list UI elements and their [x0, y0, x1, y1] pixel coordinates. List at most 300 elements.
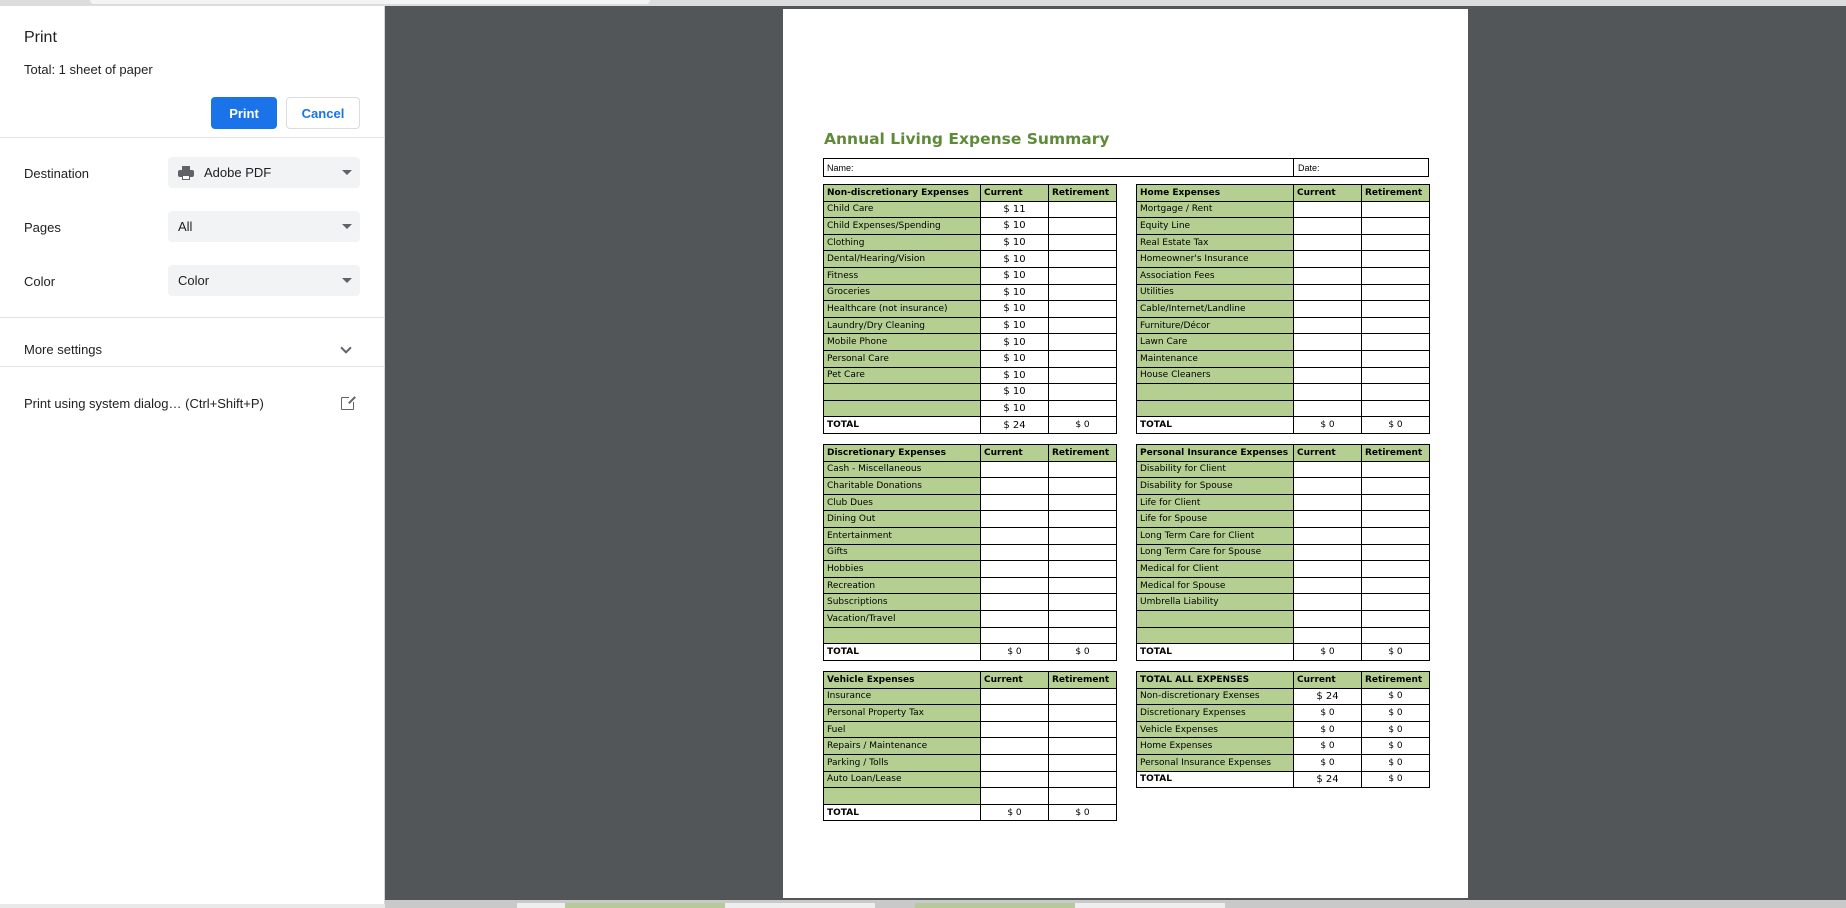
current-cell [1294, 284, 1362, 301]
retirement-cell [1049, 754, 1117, 771]
table-row [824, 721, 1117, 738]
color-value: Color [178, 273, 210, 288]
color-label: Color [24, 274, 56, 289]
current-cell: $ 10 [981, 334, 1049, 351]
table-row [1137, 738, 1430, 755]
retirement-cell [1049, 771, 1117, 788]
row-label: Gifts [824, 544, 981, 561]
retirement-cell [1362, 234, 1430, 251]
retirement-cell [1049, 301, 1117, 318]
table-row [1137, 251, 1430, 268]
total-label: TOTAL [824, 804, 981, 821]
row-label: Recreation [824, 577, 981, 594]
browser-tab-edge [90, 0, 650, 4]
retirement-cell [1362, 384, 1430, 401]
current-cell [1294, 201, 1362, 218]
current-cell [1294, 594, 1362, 611]
current-cell [981, 561, 1049, 578]
current-cell [1294, 267, 1362, 284]
row-label: Medical for Client [1137, 561, 1294, 578]
total-retirement: $ 0 [1049, 417, 1117, 434]
row-label: Personal Care [824, 350, 981, 367]
table-row [1137, 317, 1430, 334]
table-row [1137, 367, 1430, 384]
total-label: TOTAL [824, 644, 981, 661]
table-row [824, 494, 1117, 511]
table-row [824, 627, 1117, 644]
table-row [1137, 544, 1430, 561]
current-cell [1294, 627, 1362, 644]
row-label: Personal Property Tax [824, 705, 981, 722]
table-row [824, 301, 1117, 318]
current-cell [981, 610, 1049, 627]
retirement-cell: $ 0 [1362, 721, 1430, 738]
table-row [824, 561, 1117, 578]
total-label: TOTAL [1137, 417, 1294, 434]
row-label: Furniture/Décor [1137, 317, 1294, 334]
chevron-down-icon[interactable] [340, 342, 351, 353]
current-cell [981, 754, 1049, 771]
row-label: Auto Loan/Lease [824, 771, 981, 788]
retirement-cell [1049, 594, 1117, 611]
row-label: Lawn Care [1137, 334, 1294, 351]
retirement-cell [1049, 317, 1117, 334]
table-row [1137, 478, 1430, 495]
table-row [1137, 577, 1430, 594]
table-row [824, 527, 1117, 544]
column-retirement: Retirement [1362, 445, 1430, 462]
table-row [1137, 511, 1430, 528]
column-retirement: Retirement [1049, 185, 1117, 202]
row-label: Maintenance [1137, 350, 1294, 367]
table-row [824, 350, 1117, 367]
retirement-cell [1049, 705, 1117, 722]
current-cell [1294, 350, 1362, 367]
retirement-cell [1362, 301, 1430, 318]
row-label: Real Estate Tax [1137, 234, 1294, 251]
current-cell: $ 10 [981, 367, 1049, 384]
system-dialog-link[interactable]: Print using system dialog… (Ctrl+Shift+P) [24, 396, 264, 411]
row-label: Home Expenses [1137, 738, 1294, 755]
row-label: Cable/Internet/Landline [1137, 301, 1294, 318]
current-cell [1294, 561, 1362, 578]
retirement-cell [1049, 234, 1117, 251]
table-row [824, 334, 1117, 351]
row-label [824, 400, 981, 417]
pages-value: All [178, 219, 193, 234]
table-row [824, 688, 1117, 705]
current-cell [981, 594, 1049, 611]
table-row [1137, 284, 1430, 301]
column-current: Current [1294, 672, 1362, 689]
retirement-cell [1049, 527, 1117, 544]
current-cell: $ 0 [1294, 705, 1362, 722]
row-label: Child Care [824, 201, 981, 218]
table-row [1137, 400, 1430, 417]
retirement-cell [1362, 627, 1430, 644]
name-label: Name: [827, 163, 854, 173]
table-row [824, 317, 1117, 334]
current-cell [981, 511, 1049, 528]
retirement-cell [1362, 461, 1430, 478]
row-label [824, 627, 981, 644]
total-all-expenses-table [1136, 671, 1430, 788]
row-label: Mobile Phone [824, 334, 981, 351]
current-cell [1294, 478, 1362, 495]
table-row [824, 251, 1117, 268]
retirement-cell [1362, 511, 1430, 528]
table-row [824, 478, 1117, 495]
retirement-cell [1362, 527, 1430, 544]
row-label: Cash - Miscellaneous [824, 461, 981, 478]
table-row [1137, 754, 1430, 771]
current-cell: $ 0 [1294, 721, 1362, 738]
retirement-cell [1049, 577, 1117, 594]
retirement-cell [1362, 561, 1430, 578]
divider [0, 366, 385, 367]
row-label: Subscriptions [824, 594, 981, 611]
table-header-row [824, 445, 1117, 462]
table-row [824, 771, 1117, 788]
retirement-cell [1049, 218, 1117, 235]
current-cell [981, 771, 1049, 788]
row-label: Umbrella Liability [1137, 594, 1294, 611]
current-cell: $ 10 [981, 284, 1049, 301]
row-label: Healthcare (not insurance) [824, 301, 981, 318]
row-label: Fuel [824, 721, 981, 738]
color-select[interactable] [168, 265, 360, 296]
retirement-cell [1362, 544, 1430, 561]
column-current: Current [1294, 185, 1362, 202]
row-label [1137, 610, 1294, 627]
discretionary-expenses-table [823, 444, 1117, 661]
name-date-bar [823, 158, 1429, 177]
retirement-cell [1049, 334, 1117, 351]
current-cell [1294, 400, 1362, 417]
row-label: Discretionary Expenses [1137, 705, 1294, 722]
current-cell: $ 10 [981, 350, 1049, 367]
current-cell [981, 705, 1049, 722]
table-row [1137, 301, 1430, 318]
table-row [824, 218, 1117, 235]
total-retirement: $ 0 [1362, 644, 1430, 661]
table-row [1137, 688, 1430, 705]
table-header-row [1137, 185, 1430, 202]
row-label: Fitness [824, 267, 981, 284]
current-cell [981, 478, 1049, 495]
table-header-row [1137, 672, 1430, 689]
table-row [1137, 494, 1430, 511]
row-label: Association Fees [1137, 267, 1294, 284]
table-row [1137, 594, 1430, 611]
print-preview-area [385, 6, 1846, 904]
total-row [824, 417, 1117, 434]
retirement-cell [1049, 284, 1117, 301]
table-row [1137, 218, 1430, 235]
row-label: Laundry/Dry Cleaning [824, 317, 981, 334]
retirement-cell: $ 0 [1362, 705, 1430, 722]
row-label: Personal Insurance Expenses [1137, 754, 1294, 771]
dropdown-caret-icon [342, 170, 352, 175]
destination-select[interactable] [168, 157, 360, 188]
divider [0, 317, 385, 318]
row-label: Child Expenses/Spending [824, 218, 981, 235]
section-heading: Non-discretionary Expenses [824, 185, 981, 202]
destination-label: Destination [24, 166, 90, 181]
retirement-cell [1049, 494, 1117, 511]
current-cell [1294, 301, 1362, 318]
current-cell: $ 0 [1294, 738, 1362, 755]
table-row [1137, 334, 1430, 351]
total-retirement: $ 0 [1362, 417, 1430, 434]
row-label: Utilities [1137, 284, 1294, 301]
total-row [1137, 644, 1430, 661]
total-current: $ 24 [981, 417, 1049, 434]
current-cell [1294, 334, 1362, 351]
total-label: TOTAL [1137, 644, 1294, 661]
current-cell [981, 788, 1049, 805]
row-label [824, 384, 981, 401]
section-heading: Discretionary Expenses [824, 445, 981, 462]
table-row [824, 594, 1117, 611]
current-cell [981, 494, 1049, 511]
column-retirement: Retirement [1049, 672, 1117, 689]
retirement-cell [1049, 367, 1117, 384]
row-label: House Cleaners [1137, 367, 1294, 384]
total-retirement: $ 0 [1049, 804, 1117, 821]
current-cell [1294, 234, 1362, 251]
current-cell: $ 10 [981, 301, 1049, 318]
column-current: Current [981, 672, 1049, 689]
table-row [824, 577, 1117, 594]
current-cell [1294, 461, 1362, 478]
retirement-cell [1362, 317, 1430, 334]
total-current: $ 0 [981, 644, 1049, 661]
table-row [824, 234, 1117, 251]
table-row [1137, 527, 1430, 544]
retirement-cell [1049, 400, 1117, 417]
retirement-cell [1362, 610, 1430, 627]
divider [0, 137, 385, 138]
current-cell [981, 544, 1049, 561]
vehicle-expenses-table [823, 671, 1117, 821]
row-label: Non-discretionary Exenses [1137, 688, 1294, 705]
table-row [1137, 627, 1430, 644]
open-in-new-icon[interactable] [341, 397, 354, 410]
current-cell: $ 10 [981, 251, 1049, 268]
row-label: Clothing [824, 234, 981, 251]
table-row [824, 705, 1117, 722]
current-cell: $ 10 [981, 317, 1049, 334]
printer-icon [178, 166, 194, 180]
date-label: Date: [1298, 163, 1320, 173]
current-cell: $ 10 [981, 400, 1049, 417]
row-label: Vehicle Expenses [1137, 721, 1294, 738]
row-label: Insurance [824, 688, 981, 705]
retirement-cell [1362, 494, 1430, 511]
table-row [824, 384, 1117, 401]
table-header-row [824, 185, 1117, 202]
dropdown-caret-icon [342, 278, 352, 283]
next-page-edge [385, 900, 1846, 908]
total-current: $ 0 [1294, 417, 1362, 434]
table-row [1137, 461, 1430, 478]
table-row [1137, 384, 1430, 401]
current-cell: $ 10 [981, 267, 1049, 284]
current-cell: $ 10 [981, 218, 1049, 235]
current-cell: $ 10 [981, 384, 1049, 401]
row-label [1137, 400, 1294, 417]
nondiscretionary-expenses-table [823, 184, 1117, 434]
row-label: Parking / Tolls [824, 754, 981, 771]
table-row [824, 610, 1117, 627]
retirement-cell [1362, 251, 1430, 268]
row-label: Entertainment [824, 527, 981, 544]
retirement-cell [1049, 350, 1117, 367]
cancel-button[interactable]: Cancel [286, 97, 360, 129]
sheet-total: Total: 1 sheet of paper [24, 62, 153, 77]
column-retirement: Retirement [1049, 445, 1117, 462]
table-row [824, 788, 1117, 805]
current-cell [1294, 218, 1362, 235]
current-cell [981, 688, 1049, 705]
row-label: Hobbies [824, 561, 981, 578]
section-heading: Vehicle Expenses [824, 672, 981, 689]
dialog-title: Print [24, 29, 57, 46]
retirement-cell [1362, 400, 1430, 417]
retirement-cell [1049, 561, 1117, 578]
retirement-cell [1362, 218, 1430, 235]
current-cell: $ 10 [981, 234, 1049, 251]
retirement-cell [1049, 544, 1117, 561]
table-header-row [824, 672, 1117, 689]
column-retirement: Retirement [1362, 672, 1430, 689]
retirement-cell [1049, 461, 1117, 478]
column-current: Current [1294, 445, 1362, 462]
total-retirement: $ 0 [1362, 771, 1430, 788]
table-row [824, 754, 1117, 771]
table-row [824, 511, 1117, 528]
current-cell: $ 24 [1294, 688, 1362, 705]
retirement-cell: $ 0 [1362, 754, 1430, 771]
table-row [824, 400, 1117, 417]
row-label: Long Term Care for Client [1137, 527, 1294, 544]
row-label: Long Term Care for Spouse [1137, 544, 1294, 561]
preview-page [783, 9, 1468, 898]
retirement-cell [1362, 350, 1430, 367]
row-label: Dental/Hearing/Vision [824, 251, 981, 268]
print-settings-panel [0, 6, 385, 904]
current-cell [1294, 494, 1362, 511]
row-label: Homeowner's Insurance [1137, 251, 1294, 268]
table-row [824, 544, 1117, 561]
current-cell [981, 527, 1049, 544]
row-label: Disability for Client [1137, 461, 1294, 478]
row-label [1137, 384, 1294, 401]
column-current: Current [981, 185, 1049, 202]
total-current: $ 24 [1294, 771, 1362, 788]
retirement-cell [1362, 334, 1430, 351]
table-row [824, 738, 1117, 755]
more-settings-toggle[interactable]: More settings [24, 342, 103, 357]
retirement-cell [1049, 251, 1117, 268]
retirement-cell [1049, 610, 1117, 627]
row-label: Disability for Spouse [1137, 478, 1294, 495]
dropdown-caret-icon [342, 224, 352, 229]
retirement-cell [1362, 284, 1430, 301]
row-label: Pet Care [824, 367, 981, 384]
retirement-cell [1049, 201, 1117, 218]
retirement-cell [1362, 478, 1430, 495]
current-cell [981, 721, 1049, 738]
table-row [1137, 201, 1430, 218]
total-row [824, 644, 1117, 661]
row-label: Life for Spouse [1137, 511, 1294, 528]
row-label: Medical for Spouse [1137, 577, 1294, 594]
table-row [824, 267, 1117, 284]
section-heading: Home Expenses [1137, 185, 1294, 202]
table-row [824, 201, 1117, 218]
retirement-cell [1049, 511, 1117, 528]
row-label: Life for Client [1137, 494, 1294, 511]
retirement-cell: $ 0 [1362, 738, 1430, 755]
retirement-cell [1362, 267, 1430, 284]
retirement-cell [1049, 788, 1117, 805]
document-title: Annual Living Expense Summary [824, 130, 1110, 148]
current-cell [1294, 577, 1362, 594]
table-row [1137, 561, 1430, 578]
row-label: Repairs / Maintenance [824, 738, 981, 755]
total-retirement: $ 0 [1049, 644, 1117, 661]
current-cell [1294, 610, 1362, 627]
section-heading: TOTAL ALL EXPENSES [1137, 672, 1294, 689]
current-cell [1294, 317, 1362, 334]
retirement-cell [1362, 201, 1430, 218]
section-heading: Personal Insurance Expenses [1137, 445, 1294, 462]
retirement-cell [1362, 577, 1430, 594]
current-cell: $ 0 [1294, 754, 1362, 771]
total-label: TOTAL [824, 417, 981, 434]
print-button[interactable]: Print [211, 97, 277, 129]
current-cell [981, 577, 1049, 594]
table-row [1137, 267, 1430, 284]
total-row [1137, 417, 1430, 434]
retirement-cell [1049, 688, 1117, 705]
total-row [1137, 771, 1430, 788]
total-current: $ 0 [981, 804, 1049, 821]
row-label: Equity Line [1137, 218, 1294, 235]
retirement-cell [1049, 738, 1117, 755]
total-row [824, 804, 1117, 821]
current-cell [1294, 384, 1362, 401]
row-label: Vacation/Travel [824, 610, 981, 627]
retirement-cell [1362, 594, 1430, 611]
table-row [1137, 350, 1430, 367]
current-cell [1294, 527, 1362, 544]
table-row [1137, 705, 1430, 722]
retirement-cell [1049, 721, 1117, 738]
current-cell [981, 738, 1049, 755]
home-expenses-table [1136, 184, 1430, 434]
table-row [1137, 610, 1430, 627]
pages-select[interactable] [168, 211, 360, 242]
retirement-cell: $ 0 [1362, 688, 1430, 705]
table-row [1137, 234, 1430, 251]
personal-insurance-expenses-table [1136, 444, 1430, 661]
retirement-cell [1049, 478, 1117, 495]
retirement-cell [1362, 367, 1430, 384]
row-label: Charitable Donations [824, 478, 981, 495]
